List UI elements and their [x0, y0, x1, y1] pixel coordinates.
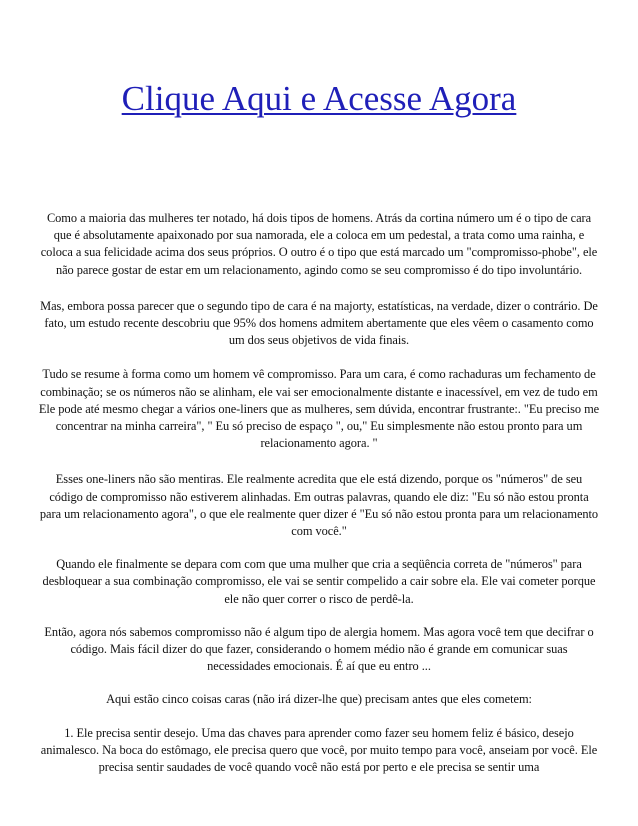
paragraph-two-types-of-men: Como a maioria das mulheres ter notado, há dois tipos de homens. Atrás da cortina número um é o tipo de cara que é absolutamente apaixonado por sua namorada, ele a coloca em um pedestal, a trata como uma rainha, e coloca a sua felicidade acima dos seus próprios. O outro é o tipo que está marcado um "compromisso-phobe", ele não parece gostar de estar em um relacionamento, agindo como se seu compromisso é do tipo involuntário. — [40, 211, 598, 277]
paragraph-five-things-intro: Aqui estão cinco coisas caras (não irá dizer-lhe que) precisam antes que eles cometem: — [106, 692, 532, 707]
title-link[interactable]: Clique Aqui e Acesse Agora — [121, 79, 517, 118]
paragraph-majority-statistics: Mas, embora possa parecer que o segundo tipo de cara é na majorty, estatísticas, na verdade, dizer o contrário. De fato, um estudo recente descobriu que 95% dos homens admitem abertamente que eles vêem o casamento como um dos seus objetivos de vida finais. — [40, 298, 598, 348]
paragraph-decipher-code: Então, agora nós sabemos compromisso não é algum tipo de alergia homem. Mas agora você tem que decifrar o código. Mais fácil dizer do que fazer, considerando o homem médio não é grande em comunicar suas necessidades emocionais. É aí que eu entro ... — [44, 624, 594, 674]
paragraph-desire: 1. Ele precisa sentir desejo. Uma das chaves para aprender como fazer seu homem feliz é básico, desejo animalesco. Na boca do estômago, ele precisa quero que você, por muito tempo para você, anseiam por você. Ele precisa sentir saudades de você quando você não está por perto e ele precisa se sentir uma — [40, 725, 598, 775]
document-body — [38, 210, 600, 776]
paragraph-correct-sequence: Quando ele finalmente se depara com com que uma mulher que cria a seqüência correta de "números" para desbloquear a sua combinação compromisso, ele vai se sentir compelido a cair sobre ela. Ele vai cometer porque ele não quer correr o risco de perdê-la. — [42, 557, 596, 606]
paragraph-combination-lock: Tudo se resume à forma como um homem vê compromisso. Para um cara, é como rachaduras um fechamento de combinação; se os números não se alinham, ele vai ser emocionalmente distante e inacessível, em vez de tudo em Ele pode até mesmo chegar a vários one-liners que as mulheres, sem dúvida, encontrar frustrante:. "Eu preciso me concentrar na minha carreira", " Eu só preciso de espaço ", ou," Eu simplesmente não estou pronto para um relacionamento agora. " — [38, 367, 600, 451]
paragraph-one-liners: Esses one-liners não são mentiras. Ele realmente acredita que ele está dizendo, porque os "números" de seu código de compromisso não estiverem alinhadas. Em outras palavras, quando ele diz: "Eu só não estou pronta para um relacionamento agora", o que ele realmente quer dizer é "Eu só não estou pronta para um relacionamento com você." — [39, 472, 599, 539]
